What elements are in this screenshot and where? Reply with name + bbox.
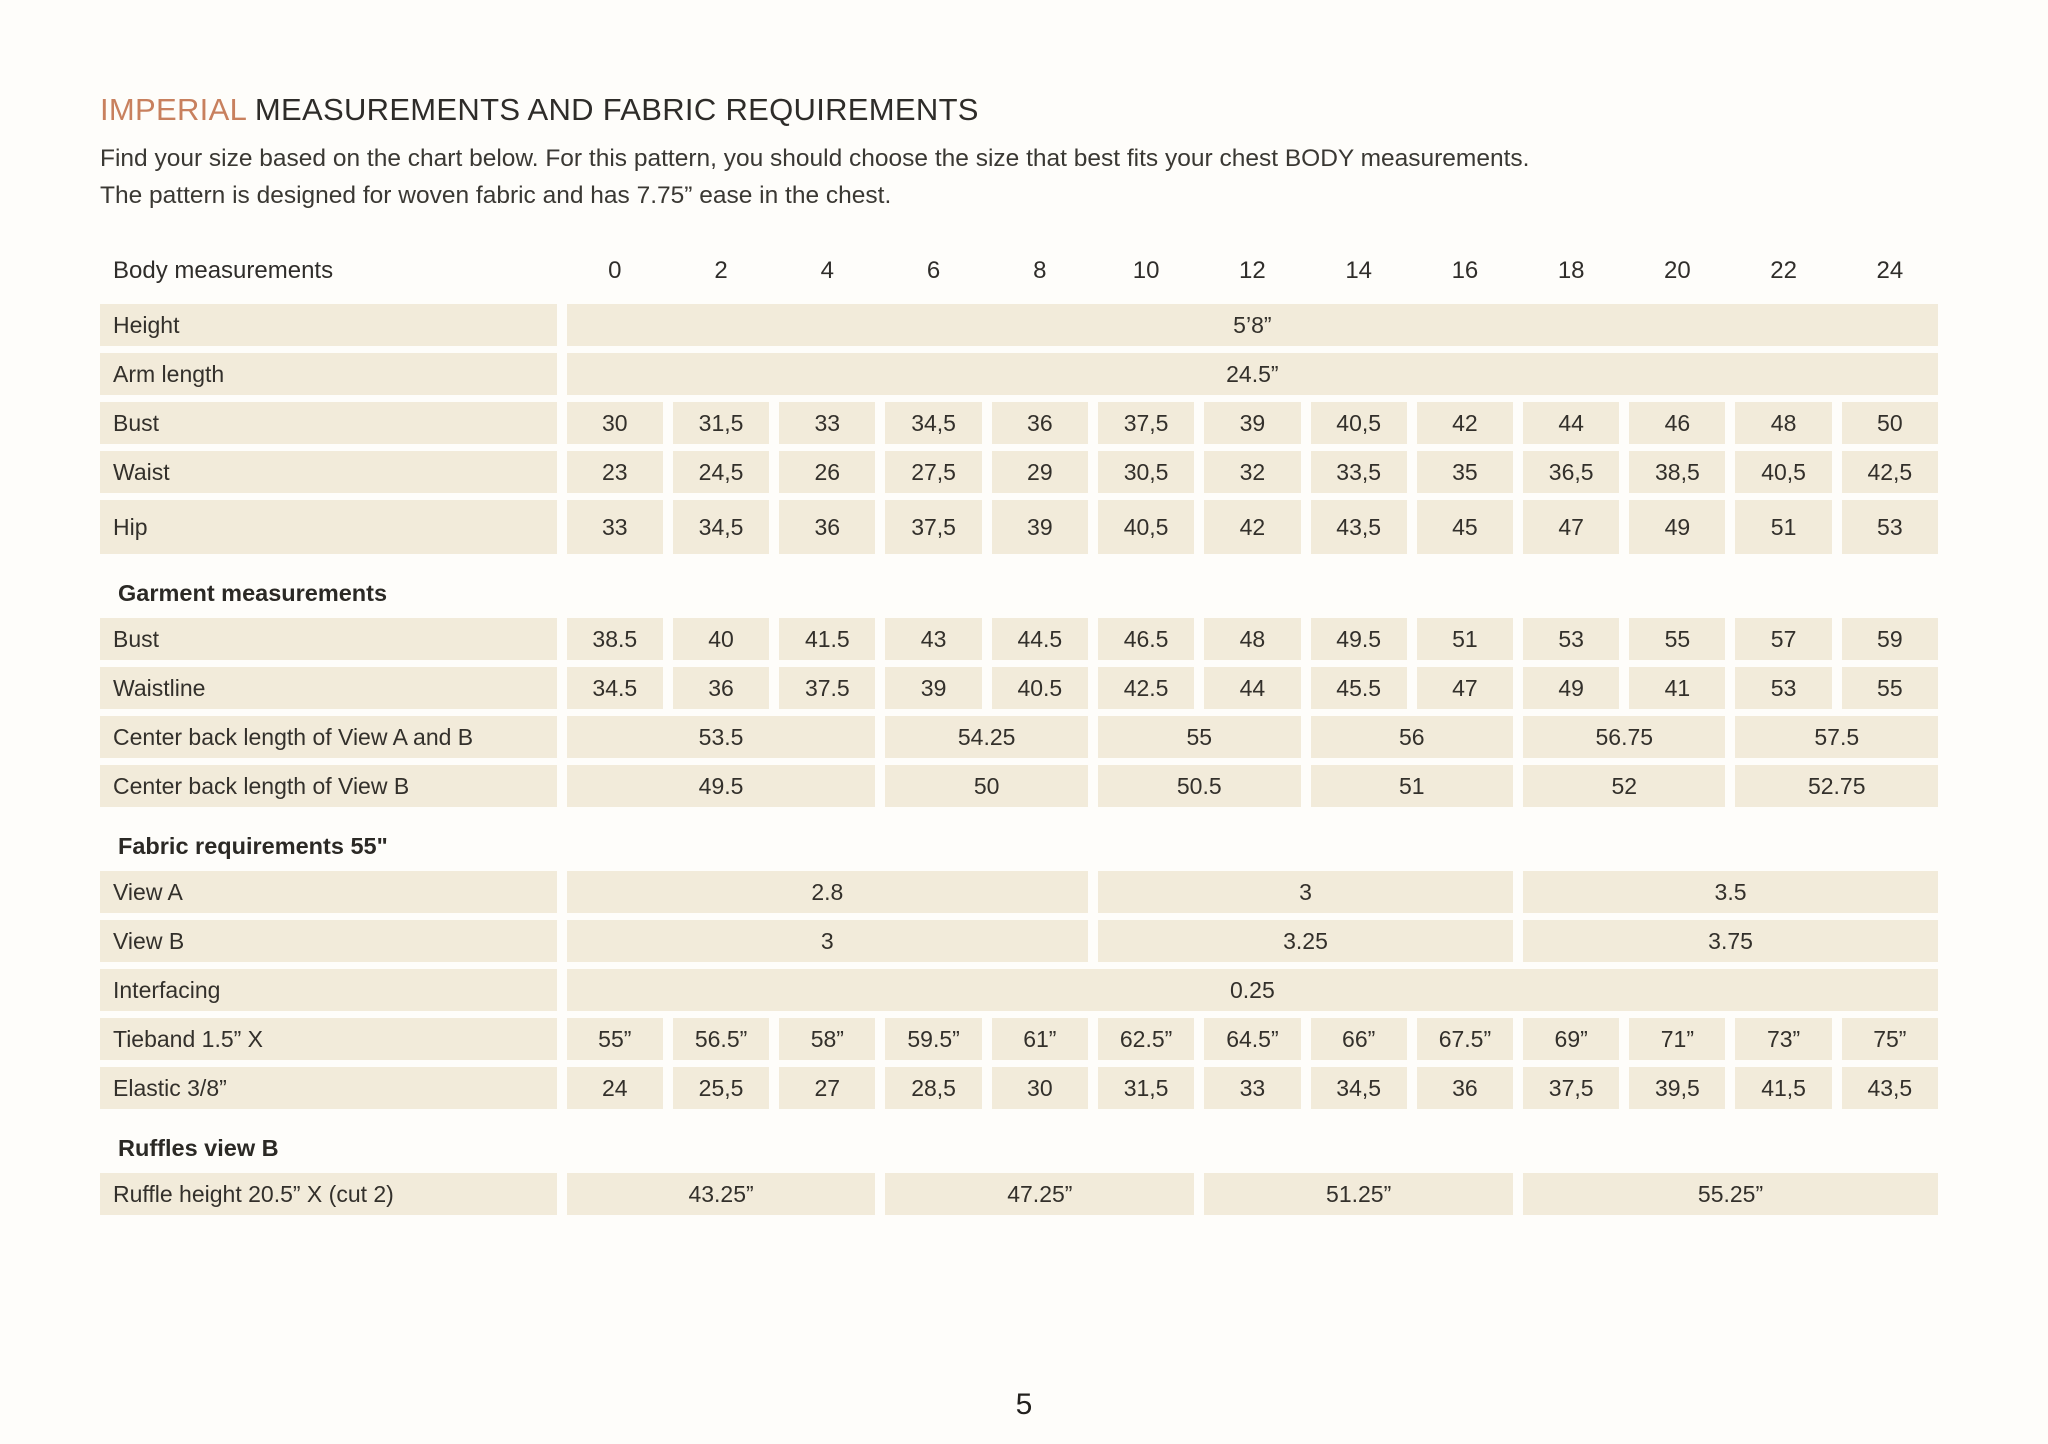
value-cell: 3.25	[1098, 920, 1513, 962]
value-cell: 41.5	[779, 618, 875, 660]
value-cell: 34.5	[567, 667, 663, 709]
value-cell: 27,5	[885, 451, 981, 493]
value-cell: 2.8	[567, 871, 1088, 913]
value-cell: 47	[1523, 500, 1619, 554]
value-cell: 49	[1629, 500, 1725, 554]
table-header-row	[100, 251, 1938, 297]
value-cell: 48	[1204, 618, 1300, 660]
value-cell: 39	[1204, 402, 1300, 444]
table-row	[100, 353, 1938, 395]
value-cell: 0.25	[567, 969, 1938, 1011]
value-cell: 75”	[1842, 1018, 1938, 1060]
row-label: Height	[100, 304, 557, 346]
value-cell: 51.25”	[1204, 1173, 1513, 1215]
value-cell: 45.5	[1311, 667, 1407, 709]
value-cell: 30,5	[1098, 451, 1194, 493]
value-cell: 43.25”	[567, 1173, 876, 1215]
value-cell: 42,5	[1842, 451, 1938, 493]
value-cell: 44.5	[992, 618, 1088, 660]
size-column-header: 4	[820, 257, 834, 284]
value-cell: 31,5	[1098, 1067, 1194, 1109]
value-cell: 30	[567, 402, 663, 444]
row-label: Interfacing	[100, 969, 557, 1011]
size-column-header: 24	[1876, 257, 1904, 284]
value-cell: 40	[673, 618, 769, 660]
intro-line-1: Find your size based on the chart below. For this pattern, you should choose the size that best fits your chest BODY measurements.	[100, 145, 1530, 172]
value-cell: 56	[1311, 716, 1514, 758]
value-cell: 39	[885, 667, 981, 709]
size-column-header: 10	[1132, 257, 1160, 284]
row-label: View A	[100, 871, 557, 913]
value-cell: 55.25”	[1523, 1173, 1938, 1215]
row-label: Center back length of View A and B	[100, 716, 557, 758]
value-cell: 50	[885, 765, 1088, 807]
value-cell: 36	[673, 667, 769, 709]
value-cell: 53	[1842, 500, 1938, 554]
value-cell: 39	[992, 500, 1088, 554]
value-cell: 38,5	[1629, 451, 1725, 493]
value-cell: 36	[992, 402, 1088, 444]
size-column-header: 14	[1345, 257, 1373, 284]
page-title-accent: IMPERIAL	[100, 92, 246, 127]
section-heading-row	[100, 1116, 1938, 1166]
intro-line-2: The pattern is designed for woven fabric and has 7.75” ease in the chest.	[100, 182, 892, 209]
row-label: Center back length of View B	[100, 765, 557, 807]
value-cell: 69”	[1523, 1018, 1619, 1060]
value-cell: 29	[992, 451, 1088, 493]
value-cell: 56.75	[1523, 716, 1725, 758]
value-cell: 51	[1311, 765, 1514, 807]
value-cell: 50.5	[1098, 765, 1301, 807]
value-cell: 34,5	[1311, 1067, 1407, 1109]
value-cell: 66”	[1311, 1018, 1407, 1060]
row-label: Tieband 1.5” X	[100, 1018, 557, 1060]
section-heading: Garment measurements	[118, 579, 388, 606]
table-row	[100, 871, 1938, 913]
value-cell: 33	[1204, 1067, 1300, 1109]
value-cell: 30	[992, 1067, 1088, 1109]
value-cell: 45	[1417, 500, 1513, 554]
table-row	[100, 618, 1938, 660]
value-cell: 39,5	[1629, 1067, 1725, 1109]
table-row	[100, 451, 1938, 493]
value-cell: 35	[1417, 451, 1513, 493]
value-cell: 52	[1523, 765, 1725, 807]
value-cell: 3.5	[1523, 871, 1938, 913]
value-cell: 24	[567, 1067, 663, 1109]
measurements-table	[90, 244, 1948, 1222]
value-cell: 3.75	[1523, 920, 1938, 962]
table-row	[100, 500, 1938, 554]
table-row	[100, 304, 1938, 346]
value-cell: 37,5	[1098, 402, 1194, 444]
table-row	[100, 716, 1938, 758]
value-cell: 59.5”	[885, 1018, 981, 1060]
page-title	[100, 92, 1948, 128]
value-cell: 47	[1417, 667, 1513, 709]
value-cell: 43,5	[1311, 500, 1407, 554]
size-column-header: 22	[1770, 257, 1797, 284]
value-cell: 37,5	[885, 500, 981, 554]
section-heading-row	[100, 814, 1938, 864]
value-cell: 37,5	[1523, 1067, 1619, 1109]
row-label: Waistline	[100, 667, 557, 709]
page-title-rest: MEASUREMENTS AND FABRIC REQUIREMENTS	[254, 92, 979, 127]
value-cell: 32	[1204, 451, 1300, 493]
value-cell: 38.5	[567, 618, 663, 660]
value-cell: 34,5	[673, 500, 769, 554]
value-cell: 71”	[1629, 1018, 1725, 1060]
value-cell: 44	[1204, 667, 1300, 709]
row-label: View B	[100, 920, 557, 962]
value-cell: 67.5”	[1417, 1018, 1513, 1060]
value-cell: 53	[1735, 667, 1831, 709]
value-cell: 49.5	[1311, 618, 1407, 660]
value-cell: 73”	[1735, 1018, 1831, 1060]
value-cell: 49	[1523, 667, 1619, 709]
value-cell: 51	[1417, 618, 1513, 660]
table-row	[100, 1173, 1938, 1215]
value-cell: 43	[885, 618, 981, 660]
row-label: Arm length	[100, 353, 557, 395]
value-cell: 43,5	[1842, 1067, 1938, 1109]
value-cell: 36,5	[1523, 451, 1619, 493]
value-cell: 24,5	[673, 451, 769, 493]
size-column-header: 0	[608, 257, 622, 284]
value-cell: 40,5	[1098, 500, 1194, 554]
value-cell: 57.5	[1735, 716, 1938, 758]
value-cell: 48	[1735, 402, 1831, 444]
size-column-header: 18	[1557, 257, 1585, 284]
value-cell: 62.5”	[1098, 1018, 1194, 1060]
value-cell: 64.5”	[1204, 1018, 1300, 1060]
page-number: 5	[1015, 1388, 1033, 1421]
row-label: Hip	[100, 500, 557, 554]
value-cell: 28,5	[885, 1067, 981, 1109]
value-cell: 33	[779, 402, 875, 444]
row-label: Bust	[100, 618, 557, 660]
value-cell: 42	[1417, 402, 1513, 444]
size-column-header: 6	[926, 257, 941, 284]
value-cell: 55	[1842, 667, 1938, 709]
table-row	[100, 765, 1938, 807]
value-cell: 55	[1098, 716, 1301, 758]
value-cell: 58”	[779, 1018, 875, 1060]
value-cell: 36	[779, 500, 875, 554]
table-row	[100, 667, 1938, 709]
value-cell: 41	[1629, 667, 1725, 709]
value-cell: 40,5	[1735, 451, 1831, 493]
size-column-header: 20	[1664, 257, 1691, 284]
value-cell: 33	[567, 500, 663, 554]
value-cell: 53.5	[567, 716, 876, 758]
value-cell: 61”	[992, 1018, 1088, 1060]
value-cell: 46	[1629, 402, 1725, 444]
value-cell: 23	[567, 451, 663, 493]
size-column-header: 8	[1033, 257, 1047, 284]
size-column-header: 2	[714, 257, 728, 284]
intro-text	[100, 140, 1948, 214]
table-row	[100, 920, 1938, 962]
row-label: Waist	[100, 451, 557, 493]
value-cell: 3	[1098, 871, 1513, 913]
value-cell: 51	[1735, 500, 1831, 554]
value-cell: 55”	[567, 1018, 663, 1060]
value-cell: 41,5	[1735, 1067, 1831, 1109]
table-row	[100, 1018, 1938, 1060]
section-heading: Ruffles view B	[118, 1134, 279, 1161]
section-heading-row	[100, 561, 1938, 611]
value-cell: 25,5	[673, 1067, 769, 1109]
value-cell: 31,5	[673, 402, 769, 444]
section-heading: Fabric requirements 55"	[118, 832, 388, 859]
value-cell: 50	[1842, 402, 1938, 444]
row-label: Elastic 3/8”	[100, 1067, 557, 1109]
value-cell: 42.5	[1098, 667, 1194, 709]
value-cell: 44	[1523, 402, 1619, 444]
value-cell: 53	[1523, 618, 1619, 660]
size-column-header: 12	[1239, 257, 1266, 284]
value-cell: 47.25”	[885, 1173, 1194, 1215]
value-cell: 56.5”	[673, 1018, 769, 1060]
value-cell: 40.5	[992, 667, 1088, 709]
value-cell: 57	[1735, 618, 1831, 660]
value-cell: 52.75	[1735, 765, 1938, 807]
row-label: Bust	[100, 402, 557, 444]
value-cell: 24.5”	[567, 353, 1938, 395]
value-cell: 46.5	[1098, 618, 1194, 660]
value-cell: 55	[1629, 618, 1725, 660]
value-cell: 54.25	[885, 716, 1088, 758]
value-cell: 5’8”	[567, 304, 1938, 346]
value-cell: 3	[567, 920, 1088, 962]
value-cell: 33,5	[1311, 451, 1407, 493]
value-cell: 42	[1204, 500, 1300, 554]
row-label: Ruffle height 20.5” X (cut 2)	[100, 1173, 557, 1215]
value-cell: 49.5	[567, 765, 876, 807]
value-cell: 34,5	[885, 402, 981, 444]
value-cell: 27	[779, 1067, 875, 1109]
value-cell: 26	[779, 451, 875, 493]
table-header-label: Body measurements	[113, 257, 334, 284]
value-cell: 36	[1417, 1067, 1513, 1109]
value-cell: 59	[1842, 618, 1938, 660]
table-row	[100, 969, 1938, 1011]
size-column-header: 16	[1451, 257, 1479, 284]
table-row	[100, 1067, 1938, 1109]
value-cell: 37.5	[779, 667, 875, 709]
table-row	[100, 402, 1938, 444]
value-cell: 40,5	[1311, 402, 1407, 444]
